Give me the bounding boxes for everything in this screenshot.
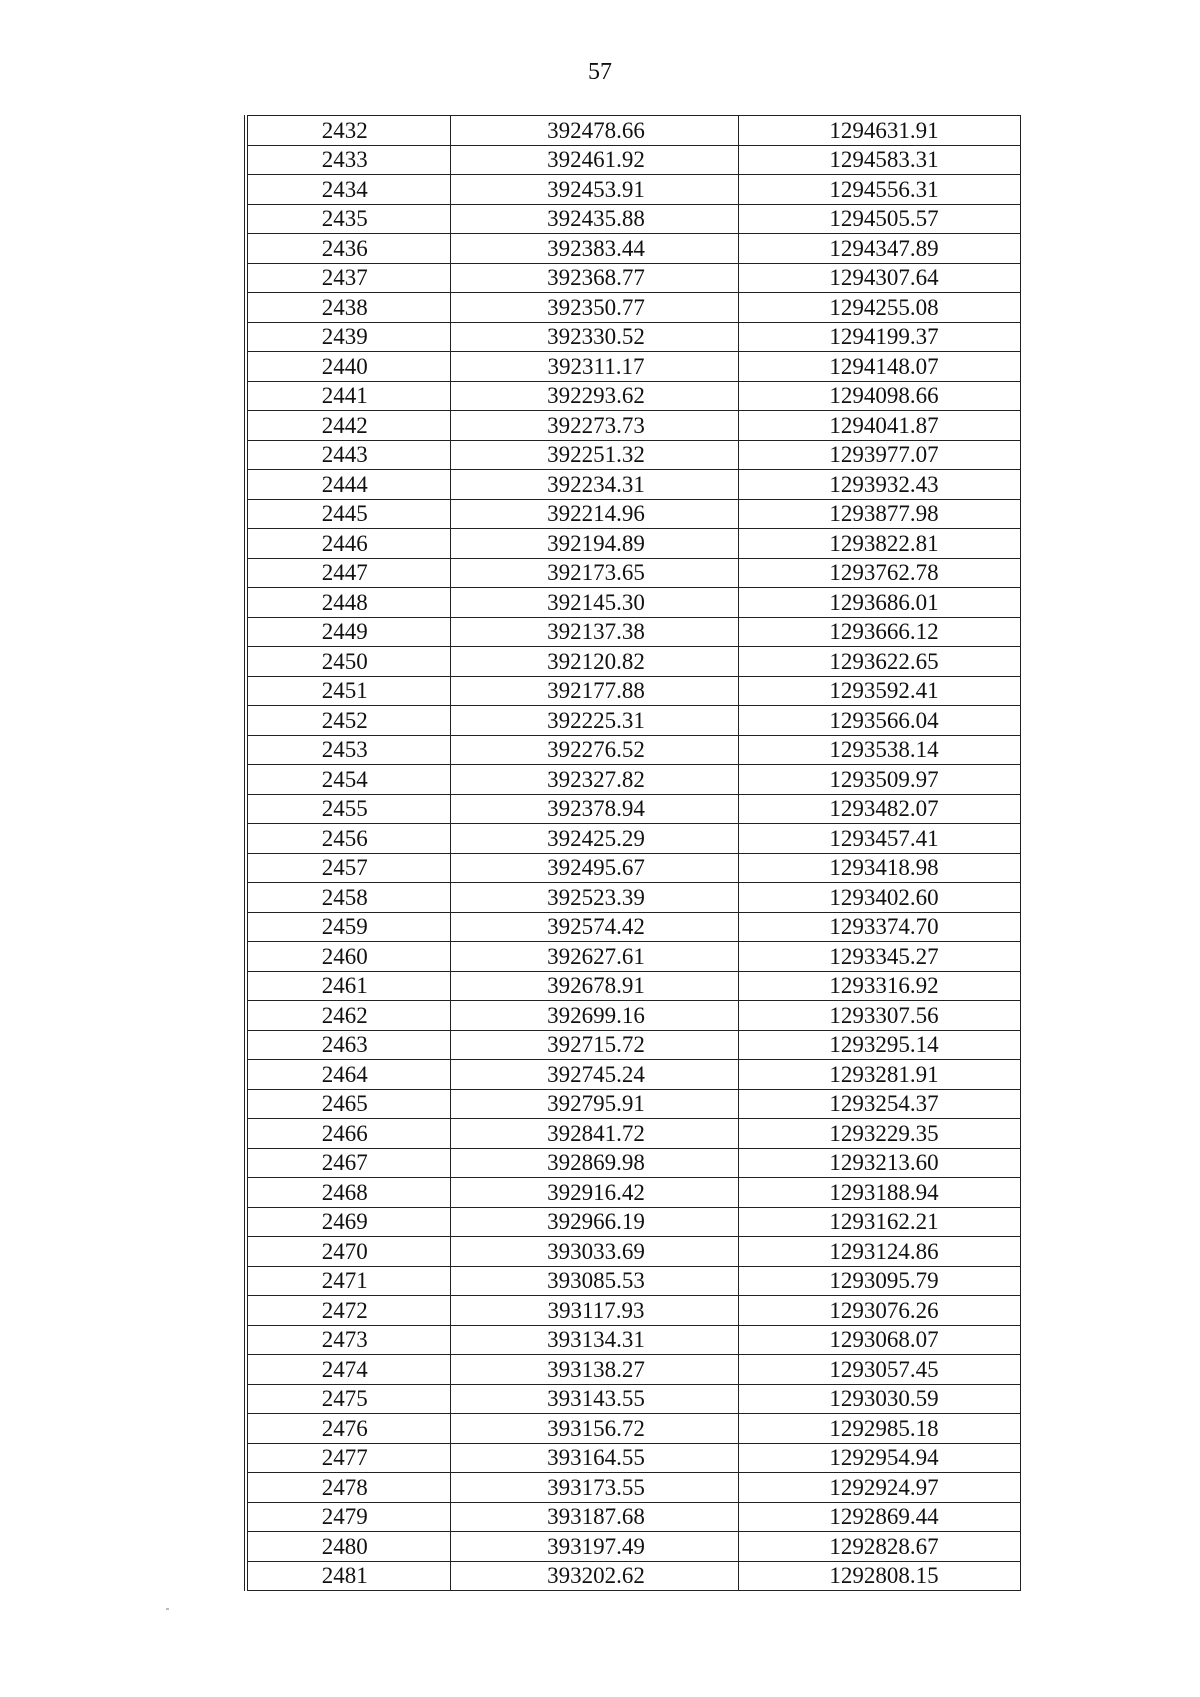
page-number: 57 [588,59,612,85]
point-number-cell: 2478 [246,1473,450,1503]
point-number-cell: 2446 [246,529,450,559]
table-row [246,352,1020,382]
point-number-cell: 2432 [246,116,450,146]
point-number-cell: 2439 [246,322,450,352]
y-coordinate-cell: 1292808.15 [738,1561,1020,1591]
table-row [246,470,1020,500]
x-coordinate-cell: 392523.39 [450,883,738,913]
point-number-cell: 2460 [246,942,450,972]
table-row [246,824,1020,854]
point-number-cell: 2465 [246,1089,450,1119]
point-number-cell: 2450 [246,647,450,677]
table-row [246,676,1020,706]
x-coordinate-cell: 393085.53 [450,1266,738,1296]
point-number-cell: 2476 [246,1414,450,1444]
x-coordinate-cell: 392495.67 [450,853,738,883]
point-number-cell: 2453 [246,735,450,765]
coordinates-table-body [246,116,1020,1591]
table-row [246,204,1020,234]
table-row [246,1384,1020,1414]
x-coordinate-cell: 393164.55 [450,1443,738,1473]
x-coordinate-cell: 392869.98 [450,1148,738,1178]
point-number-cell: 2433 [246,145,450,175]
table-row [246,1296,1020,1326]
y-coordinate-cell: 1293316.92 [738,971,1020,1001]
x-coordinate-cell: 392841.72 [450,1119,738,1149]
x-coordinate-cell: 392137.38 [450,617,738,647]
point-number-cell: 2438 [246,293,450,323]
point-number-cell: 2457 [246,853,450,883]
x-coordinate-cell: 393033.69 [450,1237,738,1267]
table-row [246,1119,1020,1149]
y-coordinate-cell: 1294255.08 [738,293,1020,323]
table-row [246,1178,1020,1208]
y-coordinate-cell: 1294556.31 [738,175,1020,205]
y-coordinate-cell: 1292924.97 [738,1473,1020,1503]
x-coordinate-cell: 393202.62 [450,1561,738,1591]
y-coordinate-cell: 1293877.98 [738,499,1020,529]
table-row [246,1502,1020,1532]
point-number-cell: 2473 [246,1325,450,1355]
y-coordinate-cell: 1292869.44 [738,1502,1020,1532]
x-coordinate-cell: 392311.17 [450,352,738,382]
x-coordinate-cell: 392574.42 [450,912,738,942]
table-row [246,1473,1020,1503]
x-coordinate-cell: 392678.91 [450,971,738,1001]
x-coordinate-cell: 392916.42 [450,1178,738,1208]
point-number-cell: 2437 [246,263,450,293]
x-coordinate-cell: 392330.52 [450,322,738,352]
table-row [246,145,1020,175]
x-coordinate-cell: 393117.93 [450,1296,738,1326]
table-row [246,971,1020,1001]
y-coordinate-cell: 1294098.66 [738,381,1020,411]
table-row [246,1237,1020,1267]
x-coordinate-cell: 392350.77 [450,293,738,323]
y-coordinate-cell: 1293977.07 [738,440,1020,470]
point-number-cell: 2466 [246,1119,450,1149]
x-coordinate-cell: 393197.49 [450,1532,738,1562]
y-coordinate-cell: 1293686.01 [738,588,1020,618]
point-number-cell: 2480 [246,1532,450,1562]
x-coordinate-cell: 392435.88 [450,204,738,234]
point-number-cell: 2481 [246,1561,450,1591]
y-coordinate-cell: 1293307.56 [738,1001,1020,1031]
table-row [246,1207,1020,1237]
x-coordinate-cell: 392327.82 [450,765,738,795]
table-row [246,588,1020,618]
table-row [246,647,1020,677]
table-row [246,1561,1020,1591]
point-number-cell: 2477 [246,1443,450,1473]
point-number-cell: 2436 [246,234,450,264]
y-coordinate-cell: 1294505.57 [738,204,1020,234]
scan-speck [166,1608,169,1610]
point-number-cell: 2434 [246,175,450,205]
y-coordinate-cell: 1293213.60 [738,1148,1020,1178]
y-coordinate-cell: 1293374.70 [738,912,1020,942]
point-number-cell: 2462 [246,1001,450,1031]
y-coordinate-cell: 1293538.14 [738,735,1020,765]
x-coordinate-cell: 392453.91 [450,175,738,205]
point-number-cell: 2441 [246,381,450,411]
point-number-cell: 2452 [246,706,450,736]
x-coordinate-cell: 393173.55 [450,1473,738,1503]
table-row [246,1030,1020,1060]
table-row [246,1148,1020,1178]
y-coordinate-cell: 1293057.45 [738,1355,1020,1385]
table-row [246,1089,1020,1119]
point-number-cell: 2455 [246,794,450,824]
y-coordinate-cell: 1293402.60 [738,883,1020,913]
y-coordinate-cell: 1293254.37 [738,1089,1020,1119]
point-number-cell: 2468 [246,1178,450,1208]
y-coordinate-cell: 1293509.97 [738,765,1020,795]
y-coordinate-cell: 1293666.12 [738,617,1020,647]
x-coordinate-cell: 392383.44 [450,234,738,264]
y-coordinate-cell: 1294631.91 [738,116,1020,146]
x-coordinate-cell: 392234.31 [450,470,738,500]
table-row [246,735,1020,765]
point-number-cell: 2458 [246,883,450,913]
y-coordinate-cell: 1292985.18 [738,1414,1020,1444]
table-row [246,175,1020,205]
point-number-cell: 2445 [246,499,450,529]
x-coordinate-cell: 392276.52 [450,735,738,765]
y-coordinate-cell: 1294583.31 [738,145,1020,175]
point-number-cell: 2467 [246,1148,450,1178]
point-number-cell: 2451 [246,676,450,706]
y-coordinate-cell: 1294199.37 [738,322,1020,352]
point-number-cell: 2456 [246,824,450,854]
table-row [246,116,1020,146]
point-number-cell: 2435 [246,204,450,234]
y-coordinate-cell: 1293457.41 [738,824,1020,854]
point-number-cell: 2447 [246,558,450,588]
x-coordinate-cell: 392699.16 [450,1001,738,1031]
x-coordinate-cell: 392715.72 [450,1030,738,1060]
table-row [246,1325,1020,1355]
table-row [246,499,1020,529]
x-coordinate-cell: 392173.65 [450,558,738,588]
point-number-cell: 2463 [246,1030,450,1060]
y-coordinate-cell: 1292828.67 [738,1532,1020,1562]
x-coordinate-cell: 393134.31 [450,1325,738,1355]
table-row [246,617,1020,647]
table-row [246,263,1020,293]
table-row [246,293,1020,323]
table-row [246,1355,1020,1385]
point-number-cell: 2459 [246,912,450,942]
point-number-cell: 2464 [246,1060,450,1090]
y-coordinate-cell: 1293124.86 [738,1237,1020,1267]
point-number-cell: 2479 [246,1502,450,1532]
x-coordinate-cell: 392627.61 [450,942,738,972]
x-coordinate-cell: 392120.82 [450,647,738,677]
table-row [246,381,1020,411]
table-row [246,794,1020,824]
x-coordinate-cell: 392745.24 [450,1060,738,1090]
y-coordinate-cell: 1293068.07 [738,1325,1020,1355]
y-coordinate-cell: 1292954.94 [738,1443,1020,1473]
x-coordinate-cell: 393187.68 [450,1502,738,1532]
point-number-cell: 2448 [246,588,450,618]
table-row [246,942,1020,972]
x-coordinate-cell: 392251.32 [450,440,738,470]
y-coordinate-cell: 1294347.89 [738,234,1020,264]
point-number-cell: 2471 [246,1266,450,1296]
y-coordinate-cell: 1294307.64 [738,263,1020,293]
y-coordinate-cell: 1293076.26 [738,1296,1020,1326]
point-number-cell: 2472 [246,1296,450,1326]
x-coordinate-cell: 392461.92 [450,145,738,175]
y-coordinate-cell: 1293229.35 [738,1119,1020,1149]
point-number-cell: 2454 [246,765,450,795]
y-coordinate-cell: 1293095.79 [738,1266,1020,1296]
table-row [246,1414,1020,1444]
y-coordinate-cell: 1293822.81 [738,529,1020,559]
x-coordinate-cell: 393138.27 [450,1355,738,1385]
x-coordinate-cell: 392177.88 [450,676,738,706]
point-number-cell: 2440 [246,352,450,382]
y-coordinate-cell: 1293762.78 [738,558,1020,588]
table-row [246,1443,1020,1473]
x-coordinate-cell: 392368.77 [450,263,738,293]
table-row [246,1001,1020,1031]
table-row [246,1266,1020,1296]
y-coordinate-cell: 1293482.07 [738,794,1020,824]
x-coordinate-cell: 392293.62 [450,381,738,411]
point-number-cell: 2443 [246,440,450,470]
point-number-cell: 2474 [246,1355,450,1385]
x-coordinate-cell: 392225.31 [450,706,738,736]
table-row [246,1060,1020,1090]
y-coordinate-cell: 1294148.07 [738,352,1020,382]
x-coordinate-cell: 392145.30 [450,588,738,618]
point-number-cell: 2449 [246,617,450,647]
point-number-cell: 2461 [246,971,450,1001]
table-row [246,440,1020,470]
table-row [246,912,1020,942]
x-coordinate-cell: 392378.94 [450,794,738,824]
table-row [246,411,1020,441]
x-coordinate-cell: 392194.89 [450,529,738,559]
y-coordinate-cell: 1293592.41 [738,676,1020,706]
y-coordinate-cell: 1293162.21 [738,1207,1020,1237]
x-coordinate-cell: 393143.55 [450,1384,738,1414]
table-row [246,234,1020,264]
x-coordinate-cell: 392425.29 [450,824,738,854]
x-coordinate-cell: 392966.19 [450,1207,738,1237]
table-row [246,883,1020,913]
point-number-cell: 2442 [246,411,450,441]
y-coordinate-cell: 1293345.27 [738,942,1020,972]
y-coordinate-cell: 1293295.14 [738,1030,1020,1060]
x-coordinate-cell: 392795.91 [450,1089,738,1119]
y-coordinate-cell: 1293932.43 [738,470,1020,500]
x-coordinate-cell: 392273.73 [450,411,738,441]
point-number-cell: 2444 [246,470,450,500]
table-row [246,853,1020,883]
table-row [246,1532,1020,1562]
y-coordinate-cell: 1293622.65 [738,647,1020,677]
point-number-cell: 2469 [246,1207,450,1237]
table-row [246,706,1020,736]
y-coordinate-cell: 1293030.59 [738,1384,1020,1414]
y-coordinate-cell: 1293188.94 [738,1178,1020,1208]
coordinates-table [244,115,1021,1591]
y-coordinate-cell: 1293566.04 [738,706,1020,736]
y-coordinate-cell: 1293281.91 [738,1060,1020,1090]
y-coordinate-cell: 1293418.98 [738,853,1020,883]
table-row [246,322,1020,352]
table-row [246,765,1020,795]
point-number-cell: 2470 [246,1237,450,1267]
x-coordinate-cell: 392478.66 [450,116,738,146]
table-row [246,529,1020,559]
x-coordinate-cell: 392214.96 [450,499,738,529]
y-coordinate-cell: 1294041.87 [738,411,1020,441]
point-number-cell: 2475 [246,1384,450,1414]
x-coordinate-cell: 393156.72 [450,1414,738,1444]
table-row [246,558,1020,588]
